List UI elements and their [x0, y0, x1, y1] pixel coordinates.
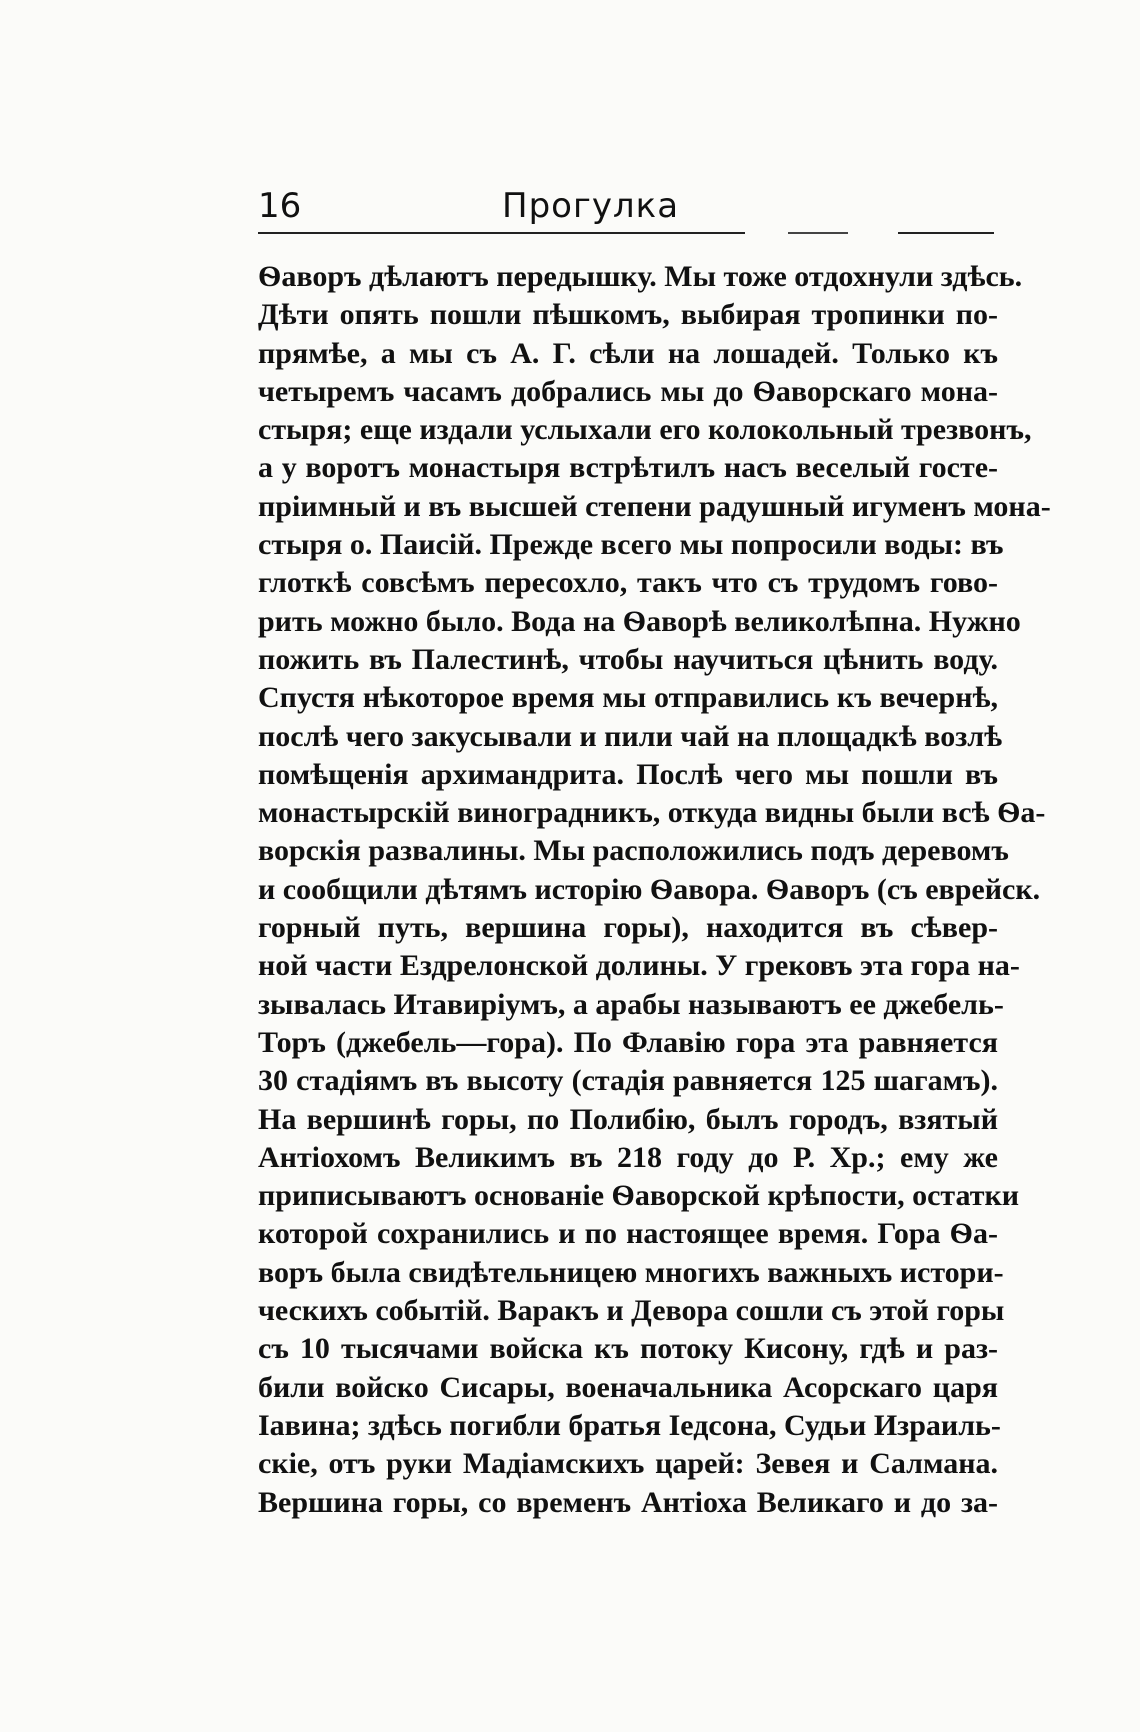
text-line: 30 стадіямъ въ высоту (стадія равняется 125 шагамъ).: [258, 1064, 998, 1098]
running-title: Прогулка: [502, 186, 680, 226]
text-line: и сообщили дѣтямъ исторію Ѳавора. Ѳаворъ (съ еврейск.: [258, 872, 1041, 906]
text-line: пожить въ Палестинѣ, чтобы научиться цѣнить воду.: [258, 642, 998, 676]
text-line: которой сохранились и по настоящее время. Гора Ѳа-: [258, 1217, 998, 1251]
text-line: Дѣти опять пошли пѣшкомъ, выбирая тропинки по-: [258, 298, 998, 332]
text-line: воръ была свидѣтельницею многихъ важныхъ истори-: [258, 1255, 1004, 1289]
text-line: пріимный и въ высшей степени радушный игуменъ мона-: [258, 489, 1051, 523]
text-line: Торъ (джебель—гора). По Флавію гора эта равняется: [258, 1025, 998, 1059]
text-line: а у воротъ монастыря встрѣтилъ насъ веселый госте-: [258, 451, 998, 485]
text-line: рить можно было. Вода на Ѳаворѣ великолѣпна. Нужно: [258, 604, 1021, 638]
text-line: ческихъ событій. Варакъ и Девора сошли съ этой горы: [258, 1294, 1005, 1328]
text-line: скіе, отъ руки Мадіамскихъ царей: Зевея и Салмана.: [258, 1447, 998, 1481]
text-line: ворскія развалины. Мы расположились подъ деревомъ: [258, 834, 1009, 868]
text-line: Антіохомъ Великимъ въ 218 году до Р. Хр.; ему же: [258, 1140, 998, 1174]
text-line: четыремъ часамъ добрались мы до Ѳаворскаго мона-: [258, 374, 998, 408]
text-line: прямѣе, а мы съ А. Г. сѣли на лошадей. Только къ: [258, 336, 998, 370]
text-line: глоткѣ совсѣмъ пересохло, такъ что съ трудомъ гово-: [258, 566, 998, 600]
text-line: зывалась Итавиріумъ, а арабы называютъ ее джебель-: [258, 987, 1004, 1021]
text-line: монастырскій виноградникъ, откуда видны были всѣ Ѳа-: [258, 796, 1046, 830]
text-line: горный путь, вершина горы), находится въ сѣвер-: [258, 911, 998, 945]
text-line: Вершина горы, со временъ Антіоха Великаго и до за-: [258, 1485, 998, 1519]
text-line: били войско Сисары, военачальника Асорскаго царя: [258, 1370, 998, 1404]
text-line: Ѳаворъ дѣлаютъ передышку. Мы тоже отдохнули здѣсь.: [258, 260, 1023, 293]
text-line: приписываютъ основаніе Ѳаворской крѣпости, остатки: [258, 1179, 1020, 1213]
page-header: [258, 186, 996, 232]
text-line: стыря о. Паисій. Прежде всего мы попросили воды: въ: [258, 528, 1004, 562]
text-line: стыря; еще издали услыхали его колокольный трезвонъ,: [258, 413, 1032, 447]
page-number: 16: [258, 186, 302, 226]
text-line: ной части Ездрелонской долины. У грековъ эта гора на-: [258, 949, 1020, 983]
body-text: [258, 258, 1051, 1522]
text-line: Іавина; здѣсь погибли братья Іедсона, Судьи Израиль-: [258, 1408, 1001, 1442]
text-line: послѣ чего закусывали и пили чай на площадкѣ возлѣ: [258, 719, 1003, 753]
text-line: Спустя нѣкоторое время мы отправились къ вечернѣ,: [258, 681, 998, 715]
text-line: На вершинѣ горы, по Полибію, былъ городъ, взятый: [258, 1102, 998, 1136]
text-line: помѣщенія архимандрита. Послѣ чего мы пошли въ: [258, 757, 998, 791]
text-line: съ 10 тысячами войска къ потоку Кисону, гдѣ и раз-: [258, 1332, 998, 1366]
header-rule: [258, 232, 994, 234]
